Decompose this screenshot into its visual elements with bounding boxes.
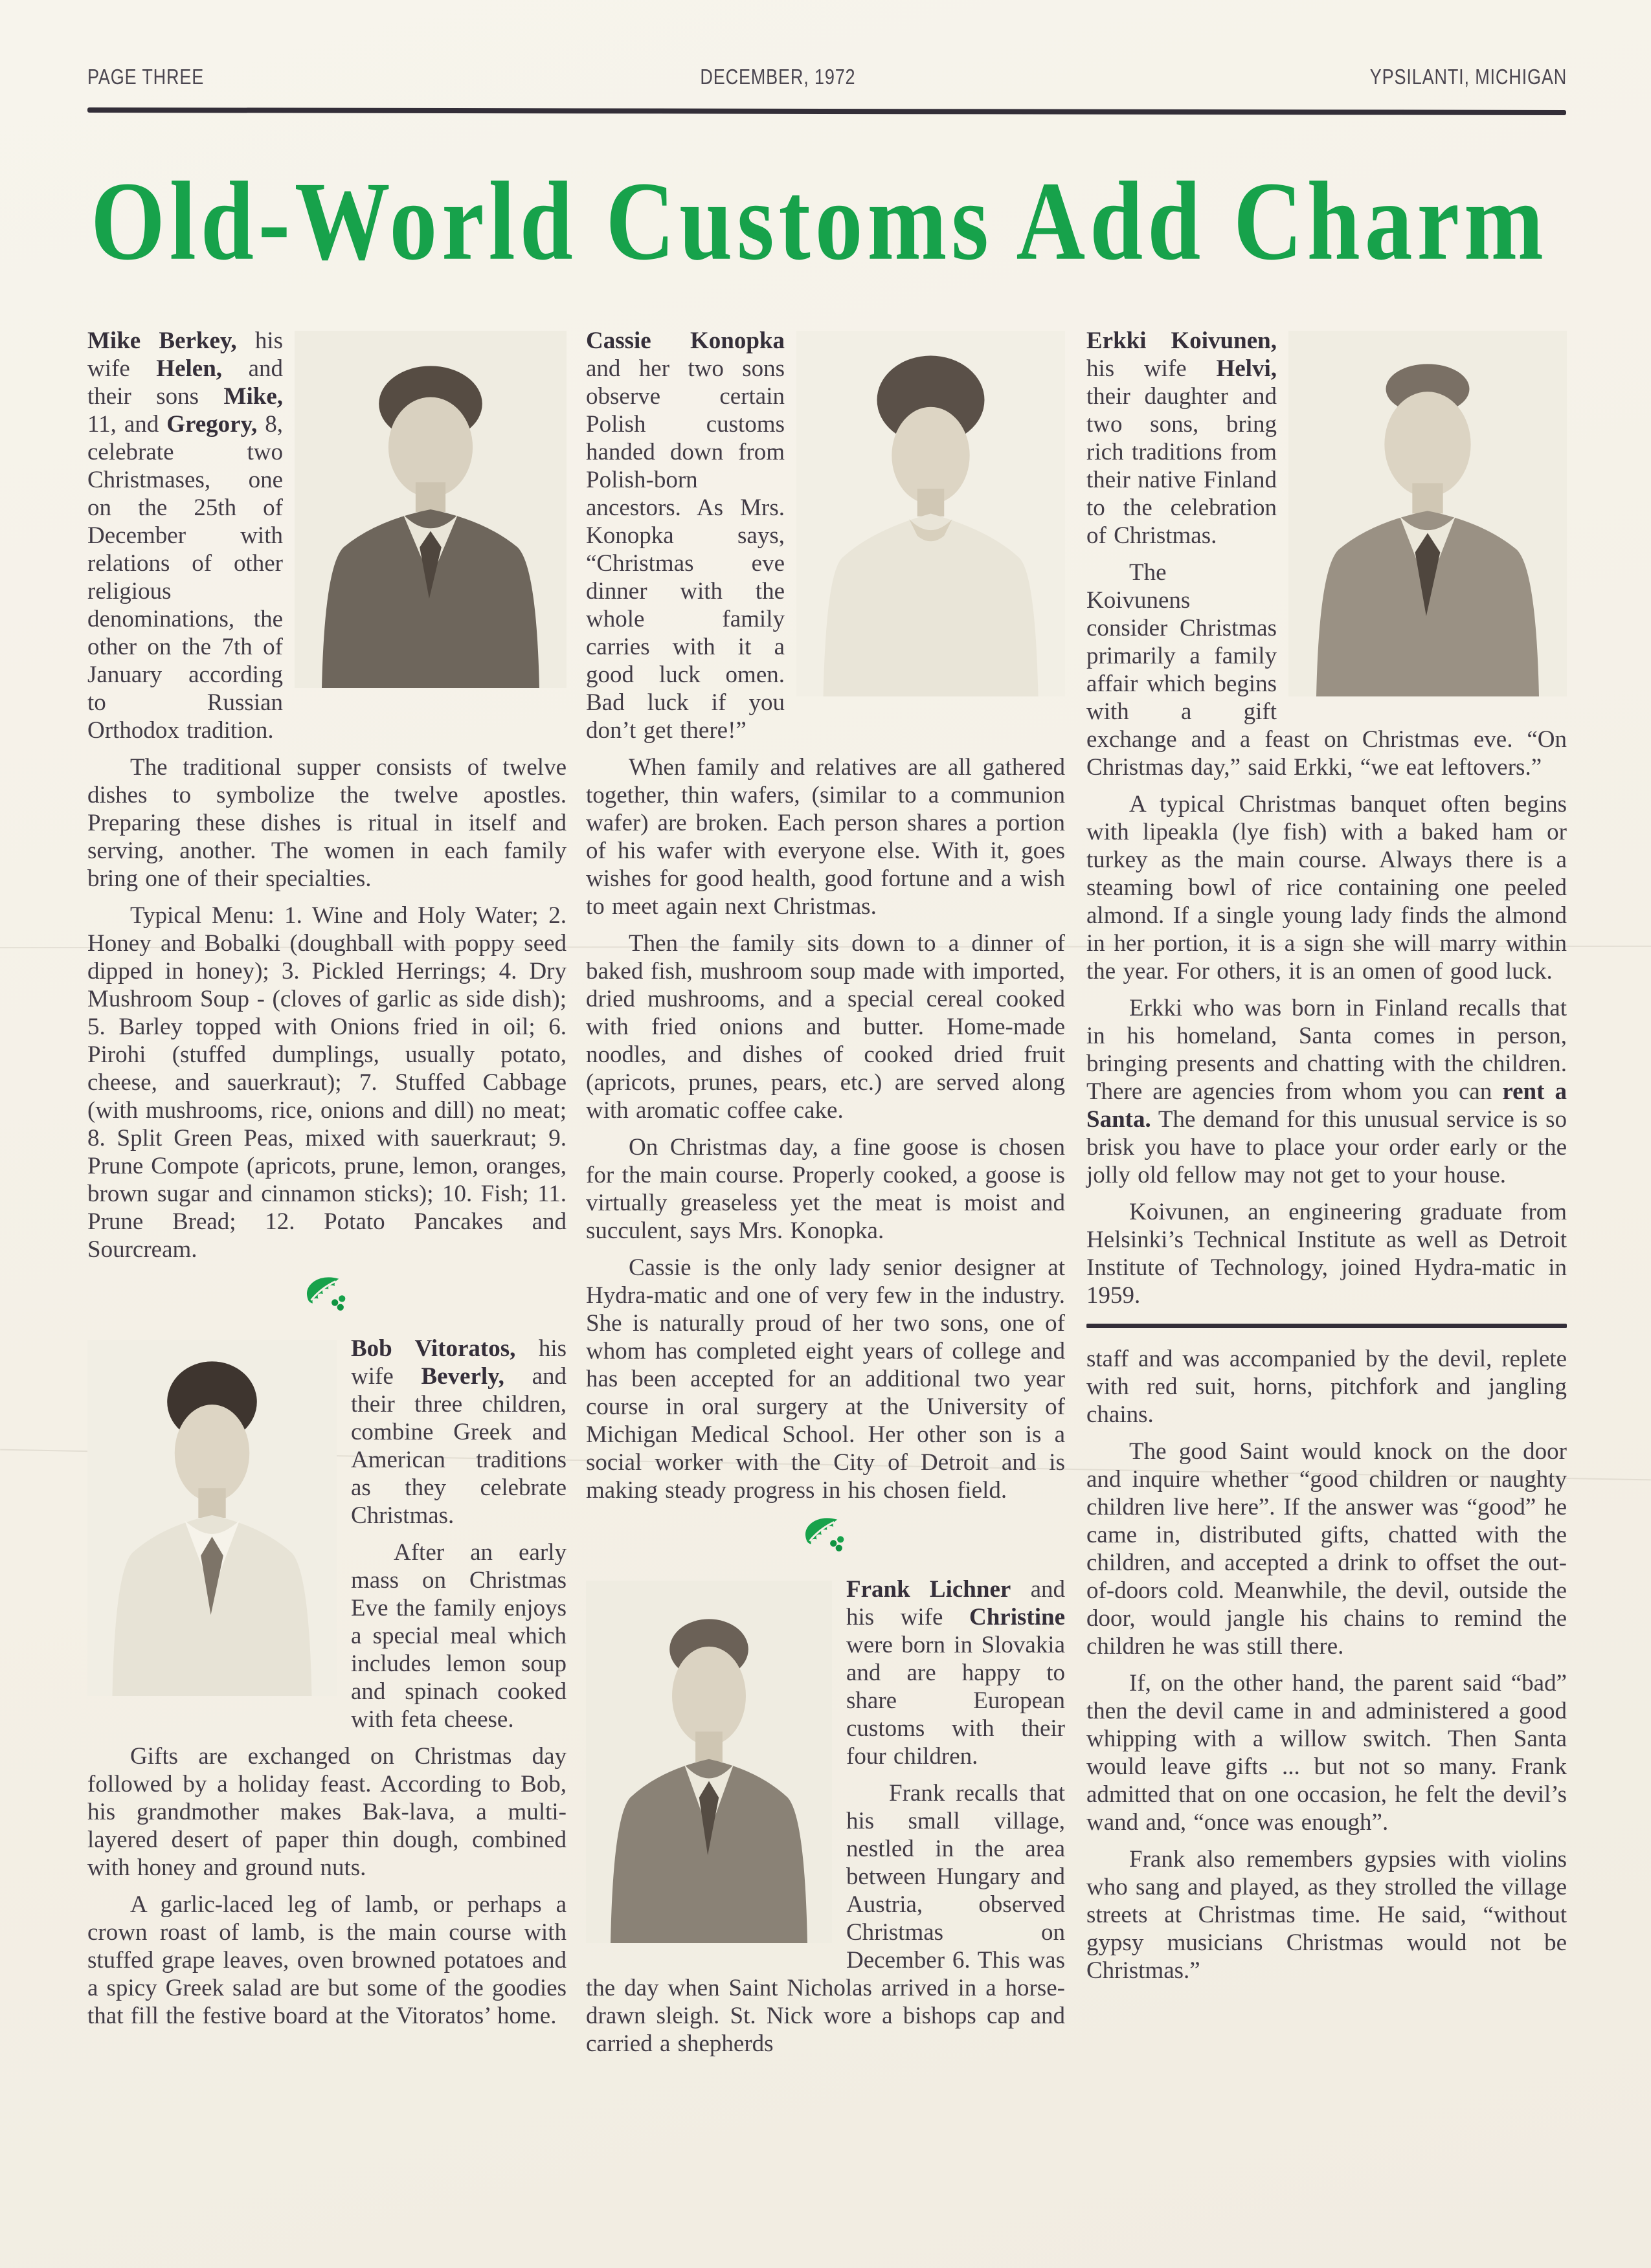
portrait-photo-erkki-koivunen [1288, 331, 1567, 696]
column-1 [87, 327, 567, 2039]
text-run: 11, and [87, 411, 167, 438]
emphasis-rent-a-santa: rent a Santa. [1086, 1078, 1567, 1133]
paragraph-leg-of-lamb: A garlic-laced leg of lamb, or perhaps a crown roast of lamb, is the main course with stuffed grape leaves, oven browned potatoes and a spicy Greek salad are but some of the goodies that fill the festive board at the Vitoratos’ home. [87, 1891, 567, 2029]
text-run: and their sons [87, 355, 283, 410]
text-run: and his wife [846, 1576, 1065, 1630]
person-name: Frank Lichner [846, 1576, 1011, 1603]
article-konopka [586, 327, 1065, 744]
portrait-photo-mike-berkey [295, 331, 567, 688]
person-name: Mike Berkey, [87, 328, 237, 354]
paragraph-family-dinner: Then the family sits down to a dinner of baked fish, mushroom soup made with imported, dried mushrooms, and a special cereal cooked with fried onions and butter. Home-made noodles, and dishes of cooked dried fruit (apricots, prunes, pears, etc.) are served along with aromatic coffee cake. [586, 930, 1065, 1124]
text-run: The demand for this unusual service is so brisk you have to place your order early or the jolly old fellow may not get to your house. [1086, 1106, 1567, 1188]
holly-ornament [586, 1513, 1065, 1562]
article-koivunen [1086, 327, 1567, 781]
portrait-photo-cassie-konopka [796, 331, 1065, 696]
person-name: Helen, [156, 355, 223, 382]
holly-ornament [87, 1273, 567, 1322]
man-portrait-icon [87, 1340, 337, 1696]
text-run: 8, celebrate two Christmases, one on the 25th of December with relations of other religious denominations, the other on the 7th of January according to Russian Orthodox tradition. [87, 411, 283, 744]
holly-leaf-icon [302, 1273, 352, 1315]
masthead [87, 65, 1567, 89]
man-portrait-icon [586, 1581, 832, 1943]
portrait-photo-frank-lichner [586, 1581, 832, 1943]
man-portrait-icon [1288, 331, 1567, 696]
paragraph-engineering-graduate: Koivunen, an engineering graduate from Helsinki’s Technical Institute as well as Detroit Institute of Technology, joined Hydra-matic in 1959. [1086, 1199, 1567, 1309]
issue-date: DECEMBER, 1972 [700, 65, 856, 89]
paragraph-small-village: Frank recalls that his small village, nestled in the area between Hungary and Austria, observed Christmas on December 6. This was the day when Saint Nicholas arrived in a horse-drawn sleigh. St. Nick wore a bishops cap and carried a shepherds [586, 1780, 1065, 2057]
man-portrait-icon [295, 331, 567, 688]
person-name: Christine [969, 1604, 1065, 1630]
person-name: Cassie Konopka [586, 328, 785, 354]
location-label: YPSILANTI, MICHIGAN [1369, 65, 1567, 89]
portrait-photo-bob-vitoratos [87, 1340, 337, 1696]
person-name: Gregory, [166, 411, 258, 438]
paragraph-gifts-exchanged: Gifts are exchanged on Christmas day followed by a holiday feast. According to Bob, his grandmother makes Bak-lava, a multi-layered desert of paper thin dough, combined with honey and ground nuts. [87, 1743, 567, 1881]
column-3 [1086, 327, 1567, 1994]
column-2 [586, 327, 1065, 2067]
paragraph-family-affair: The Koivunens consider Christmas primarily a family affair which begins with a gift exchange and a feast on Christmas eve. “On Christmas day,” said Erkki, “we eat leftovers.” [1086, 559, 1567, 781]
person-name: Beverly, [421, 1363, 504, 1390]
article-lichner [586, 1575, 1065, 2058]
paragraph-typical-menu: Typical Menu: 1. Wine and Holy Water; 2. Honey and Bobalki (doughball with poppy seed dipped in honey); 3. Pickled Herrings; 4. Dry Mushroom Soup - (cloves of garlic as side dish); 5. Barley topped with Onions fried in oil; 6. Pirohi (stuffed dumplings, usually potato, cheese, and sauerkraut); 7. Stuffed Cabbage (with mushrooms, rice, onions and dill) no meat; 8. Split Green Peas, mixed with sauerkraut; 9. Prune Compote (apricots, prune, lemon, oranges, brown sugar and cinnamon sticks); 10. Fish; 11. Prune Bread; 12. Potato Pancakes and Sourcream. [87, 902, 567, 1263]
text-run: and her two sons observe certain Polish customs handed down from Polish-born ancestors. As Mrs. Konopka says, “Christmas eve dinner with the whole family carries with it a good luck omen. Bad luck if you don’t get there!” [586, 355, 785, 744]
paragraph-fine-goose: On Christmas day, a fine goose is chosen for the main course. Properly cooked, a goose is virtually greaseless yet the meat is moist and succulent, says Mrs. Konopka. [586, 1134, 1065, 1244]
paragraph-gypsy-musicians: Frank also remembers gypsies with violins who sang and played, as they strolled the village streets at Christmas time. He said, “without gypsy musicians Christmas would not be Christmas.” [1086, 1846, 1567, 1984]
woman-portrait-icon [796, 331, 1065, 696]
section-divider-rule [1086, 1324, 1567, 1328]
text-run: their daughter and two sons, bring rich traditions from their native Finland to the celebration of Christmas. [1086, 383, 1277, 549]
masthead-rule [87, 107, 1566, 115]
person-name: Helvi, [1216, 355, 1277, 382]
person-name: Mike, [223, 383, 283, 410]
page-number-label: PAGE THREE [87, 65, 205, 89]
person-name: Erkki Koivunen, [1086, 328, 1277, 354]
paragraph-staff-devil: staff and was accompanied by the devil, replete with red suit, horns, pitchfork and jangling chains. [1086, 1346, 1567, 1428]
article-berkey [87, 327, 567, 744]
paragraph-senior-designer: Cassie is the only lady senior designer at Hydra-matic and one of very few in the industry. She is naturally proud of her two sons, one of whom has completed eight years of college and has been accepted for an additional two year course in oral surgery at the University of Michigan Medical School. Her other son is a social worker with the City of Detroit and is making steady progress in his chosen field. [586, 1254, 1065, 1504]
text-run: and their three children, combine Greek and American traditions as they celebrate Christmas. [351, 1363, 567, 1529]
holly-leaf-icon [801, 1513, 850, 1556]
paragraph-thin-wafers: When family and relatives are all gathered together, thin wafers, (similar to a communion wafer) are broken. Each person shares a portion of his wafer with everyone else. With it, goes wishes for good health, good fortune and a wish to meet again next Christmas. [586, 754, 1065, 920]
text-run: his wife [1086, 355, 1217, 382]
text-run: Erkki who was born in Finland recalls that in his homeland, Santa comes in person, bringing presents and chatting with the children. There are agencies from whom you can [1086, 995, 1567, 1105]
paragraph-christmas-banquet: A typical Christmas banquet often begins with lipeakla (lye fish) with a baked ham or turkey as the main course. Always there is a steaming bowl of rice containing one peeled almond. If a single young lady finds the almond in her portion, it is a sign she will marry within the year. For others, it is an omen of good luck. [1086, 791, 1567, 984]
text-run: his wife [87, 328, 283, 382]
text-run: his wife [351, 1335, 567, 1390]
article-vitoratos [87, 1335, 567, 1733]
text-run: were born in Slovakia and are happy to share European customs with their four children. [846, 1632, 1065, 1770]
page-title: Old-World Customs Add Charm [91, 159, 1548, 284]
person-name: Bob Vitoratos, [351, 1335, 516, 1362]
paragraph-traditional-supper: The traditional supper consists of twelve dishes to symbolize the twelve apostles. Preparing these dishes is ritual in itself and serving, another. The women in each family bring one of their specialties. [87, 754, 567, 892]
paragraph-bad-children: If, on the other hand, the parent said “bad” then the devil came in and administered a good whipping with a willow switch. Then Santa would leave gifts ... but not so many. Frank admitted that on one occasion, he felt the devil’s wand and, “once was enough”. [1086, 1670, 1567, 1836]
paragraph-rent-a-santa [1086, 994, 1567, 1189]
paragraph-good-saint: The good Saint would knock on the door and inquire whether “good children or naughty children live here”. If the answer was “good” he came in, distributed gifts, chatted with the children, and accepted a drink to offset the out-of-doors cold. Meanwhile, the devil, outside the door, would jangle his chains to remind the children he was still there. [1086, 1438, 1567, 1660]
paragraph-early-mass: After an early mass on Christmas Eve the family enjoys a special meal which includes lemon soup and spinach cooked with feta cheese. [351, 1539, 567, 1733]
